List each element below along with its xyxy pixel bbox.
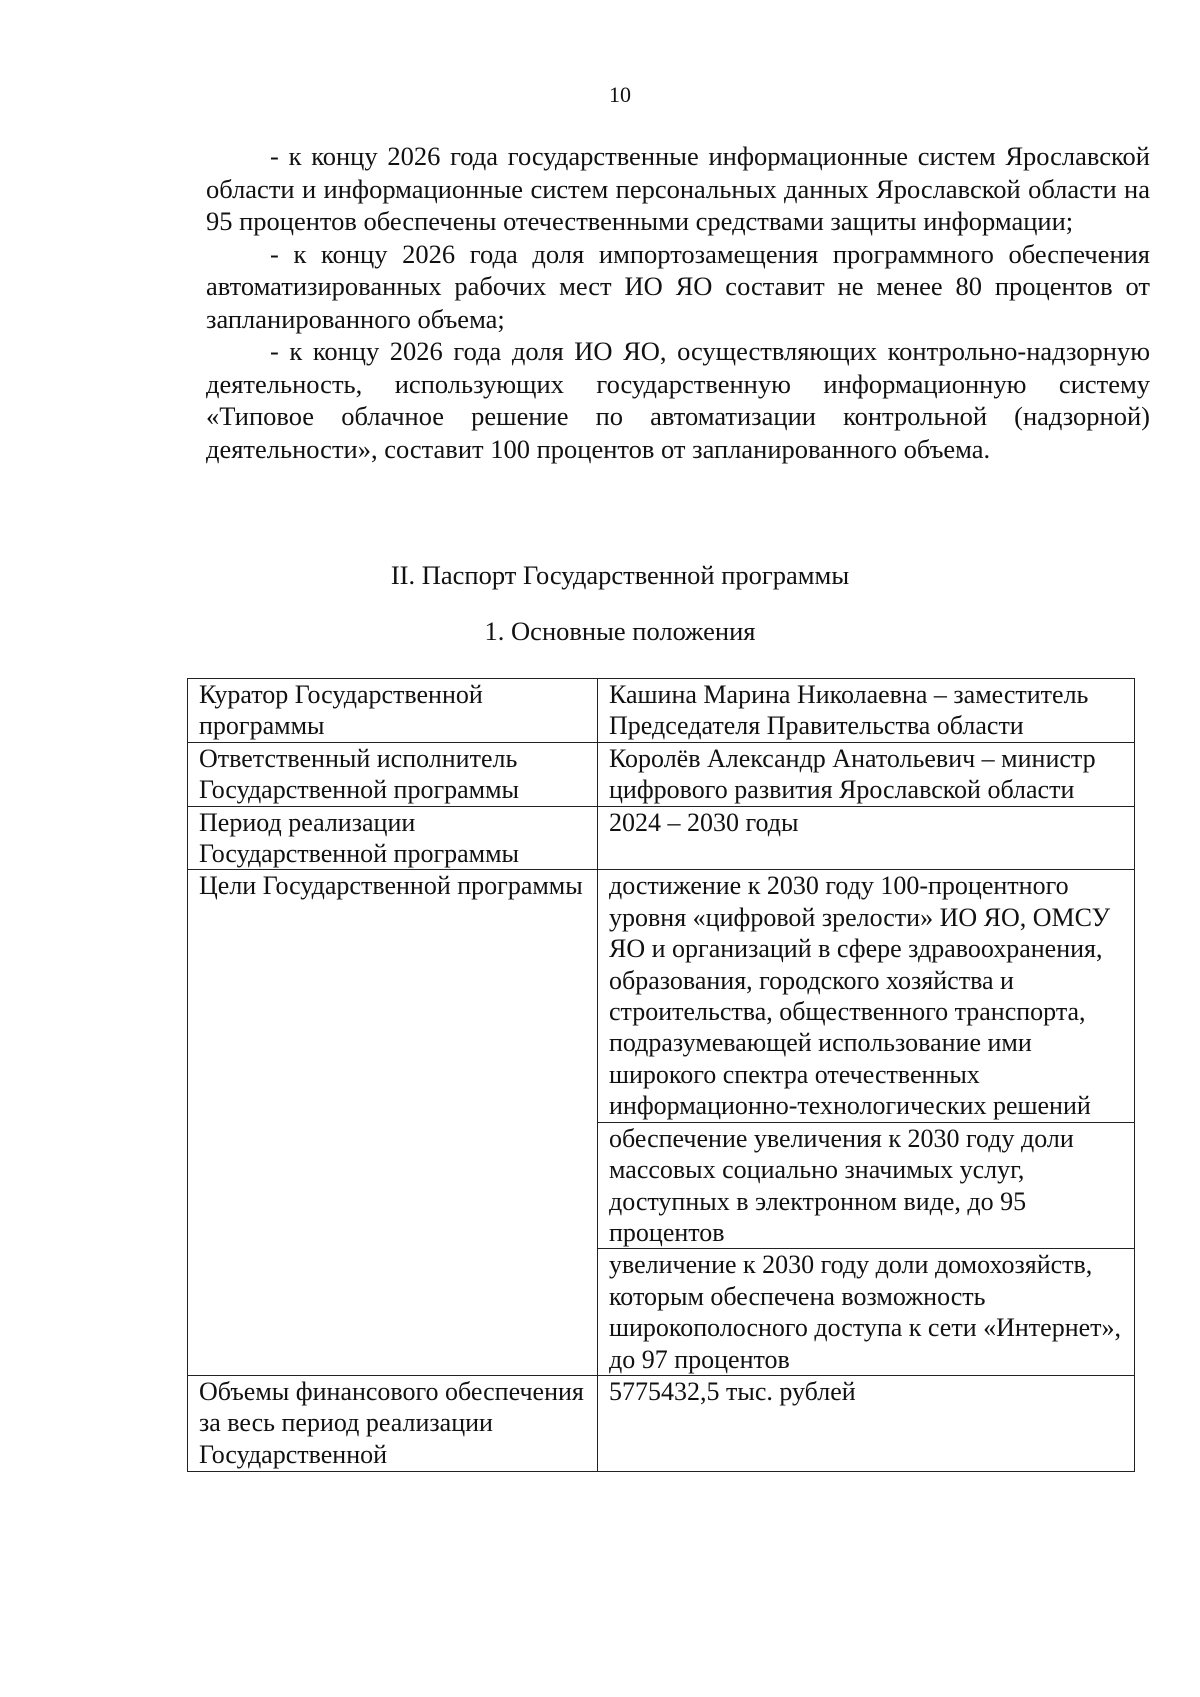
executor-value: Королёв Александр Анатольевич – министр цифрового развития Ярославской области xyxy=(598,742,1135,806)
intro-paragraph: - к концу 2026 года доля импортозамещения программного обеспечения автоматизированных рабочих мест ИО ЯО составит не менее 80 процентов от запланированного объема; xyxy=(206,238,1150,334)
passport-table xyxy=(187,678,1135,1472)
curator-label: Куратор Государственной программы xyxy=(188,679,598,743)
table-row xyxy=(188,679,1135,743)
curator-value: Кашина Марина Николаевна – заместитель Председателя Правительства области xyxy=(598,679,1135,743)
goals-label: Цели Государственной программы xyxy=(188,870,598,1376)
funding-value: 5775432,5 тыс. рублей xyxy=(598,1375,1135,1471)
intro-text xyxy=(206,140,1150,465)
goal-item: обеспечение увеличения к 2030 году доли массовых социально значимых услуг, доступных в электронном виде, до 95 процентов xyxy=(598,1122,1135,1249)
section-title: II. Паспорт Государственной программы xyxy=(390,560,850,590)
goal-item: достижение к 2030 году 100-процентного уровня «цифровой зрелости» ИО ЯО, ОМСУ ЯО и организаций в сфере здравоохранения, образования, городского хозяйства и строительства, общественного транспорта, подразумевающей использование ими широкого спектра отечественных информационно-технологических решений xyxy=(598,870,1135,1122)
table-row xyxy=(188,742,1135,806)
page-number: 10 xyxy=(609,82,631,107)
intro-paragraph: - к концу 2026 года доля ИО ЯО, осуществляющих контрольно-надзорную деятельность, использующих государственную информационную систему «Типовое облачное решение по автоматизации контрольной (надзорной) деятельности», составит 100 процентов от запланированного объема. xyxy=(206,336,1150,464)
executor-label: Ответственный исполнитель Государственной программы xyxy=(188,742,598,806)
goal-item: увеличение к 2030 году доли домохозяйств, которым обеспечена возможность широкополосного доступа к сети «Интернет», до 97 процентов xyxy=(598,1249,1135,1376)
intro-paragraph: - к концу 2026 года государственные информационные систем Ярославской области и информационные систем персональных данных Ярославской области на 95 процентов обеспечены отечественными средствами защиты информации; xyxy=(206,141,1150,236)
period-value: 2024 – 2030 годы xyxy=(598,806,1135,870)
table-row xyxy=(188,806,1135,870)
table-row xyxy=(188,870,1135,1122)
subsection-title: 1. Основные положения xyxy=(484,616,756,646)
funding-label: Объемы финансового обеспечения за весь период реализации Государственной xyxy=(188,1375,598,1471)
table-row xyxy=(188,1375,1135,1471)
period-label: Период реализации Государственной программы xyxy=(188,806,598,870)
